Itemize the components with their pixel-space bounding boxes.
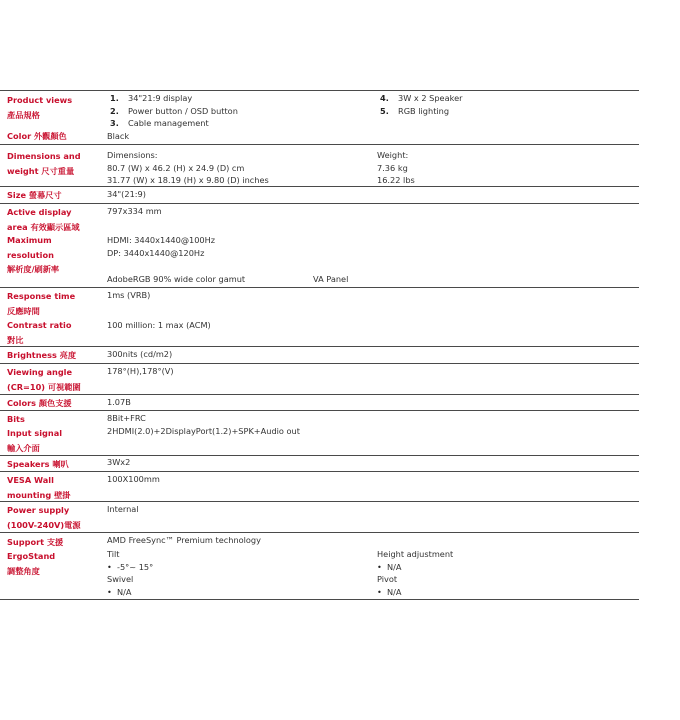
label-color: Color 外觀顏色 [7, 131, 67, 141]
ergostand-right: Height adjustment • N/A Pivot • N/A [377, 548, 453, 598]
bits-value: 8Bit+FRC [107, 413, 146, 423]
viewing-angle-value: 178°(H),178°(V) [107, 366, 174, 376]
swivel-value: • N/A [107, 586, 153, 599]
row-support [0, 532, 639, 600]
brightness-value: 300nits (cd/m2) [107, 349, 173, 359]
label-response: Response time 反應時間 [7, 291, 76, 316]
row-brightness [0, 346, 639, 363]
label-dimensions: Dimensions and weight 尺寸重量 [7, 151, 81, 176]
gamut-value: AdobeRGB 90% wide color gamut [107, 274, 246, 284]
row-response [0, 287, 639, 346]
label-bits: Bits [7, 414, 25, 424]
list-item: 3. Cable management [110, 118, 209, 128]
label-brightness: Brightness 亮度 [7, 350, 77, 360]
view-list-left [110, 92, 238, 130]
row-bits-input [0, 410, 639, 455]
active-area-value: 797x334 mm [107, 206, 162, 216]
list-item: 2. Power button / OSD button [110, 105, 238, 116]
row-vesa [0, 471, 639, 501]
view-list-right [380, 92, 462, 117]
input-signal-value: 2HDMI(2.0)+2DisplayPort(1.2)+SPK+Audio out [107, 426, 300, 436]
row-power-supply [0, 501, 639, 532]
row-speakers [0, 455, 639, 471]
row-size [0, 186, 639, 203]
power-supply-value: Internal [107, 504, 139, 514]
label-product-views [7, 93, 103, 122]
label-active-display: Active display area 有效顯示區域 [7, 207, 80, 232]
size-value: 34"(21:9) [107, 189, 146, 199]
weight-values: Weight: 7.36 kg 16.22 lbs [377, 150, 415, 185]
colors-value: 1.07B [107, 397, 131, 407]
label-input-signal: Input signal 輸入介面 [7, 428, 63, 453]
label-colors: Colors 顏色支援 [7, 398, 72, 408]
resolution-values: HDMI: 3440x1440@100Hz DP: 3440x1440@120Hz [107, 235, 216, 258]
label-line: 產品規格 [7, 109, 40, 120]
list-item: 4. 3W x 2 Speaker [380, 93, 463, 103]
list-item: 5. RGB lighting [380, 105, 450, 116]
speakers-value: 3Wx2 [107, 457, 131, 467]
label-resolution: Maximum resolution 解析度/刷新率 [7, 235, 60, 274]
row-colors [0, 394, 639, 410]
row-dimensions [0, 144, 639, 186]
vesa-value: 100X100mm [107, 474, 160, 484]
label-support: Support 支援 [7, 537, 64, 547]
dimensions-values: Dimensions: 80.7 (W) x 46.2 (H) x 24.9 (D) cm 31.77 (W) x 18.19 (H) x 9.80 (D) inches [107, 150, 269, 185]
label-line: Product views [7, 95, 73, 105]
list-item: 1. 34"21:9 display [110, 93, 193, 103]
height-value: • N/A [377, 561, 453, 574]
row-display [0, 203, 639, 287]
panel-value: VA Panel [313, 274, 349, 284]
color-value: Black [107, 131, 130, 141]
label-viewing-angle: Viewing angle (CR=10) 可視範圍 [7, 367, 81, 392]
row-product-views [0, 90, 639, 144]
contrast-value: 100 million: 1 max (ACM) [107, 320, 211, 330]
label-contrast: Contrast ratio 對比 [7, 320, 72, 345]
pivot-value: • N/A [377, 586, 453, 599]
label-ergostand: ErgoStand 調整角度 [7, 551, 56, 576]
response-value: 1ms (VRB) [107, 290, 151, 300]
row-viewing-angle [0, 363, 639, 394]
label-speakers: Speakers 喇叭 [7, 459, 69, 469]
spec-sheet [0, 90, 639, 600]
label-power-supply: Power supply (100V-240V)電源 [7, 505, 81, 530]
ergostand-left: Tilt • -5°~ 15° Swivel • N/A [107, 548, 153, 598]
label-size: Size 螢幕尺寸 [7, 190, 62, 200]
label-vesa: VESA Wall mounting 壁掛 [7, 475, 71, 500]
tilt-value: • -5°~ 15° [107, 561, 153, 574]
support-value: AMD FreeSync™ Premium technology [107, 535, 261, 545]
